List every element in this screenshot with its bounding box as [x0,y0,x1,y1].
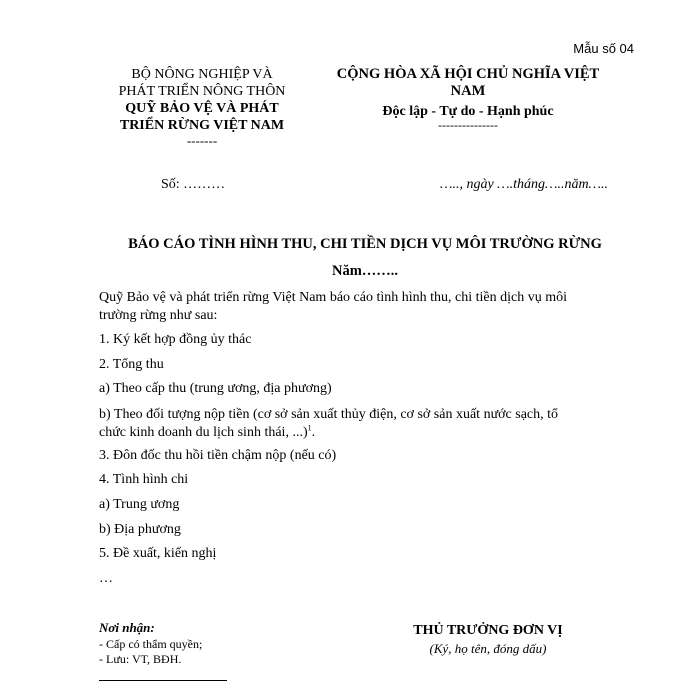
recipients-block [99,620,202,667]
intro-line-2: trường rừng như sau: [99,308,218,323]
item-2b-text: chức kinh doanh du lịch sinh thái, ...) [99,425,308,440]
signer-note: (Ký, họ tên, đóng dấu) [429,641,547,656]
item-4a: a) Trung ương [99,497,180,512]
fund-line-2: TRIỂN RỪNG VIỆT NAM [119,118,285,133]
item-2: 2. Tổng thu [99,357,164,372]
recipient-line-2: - Lưu: VT, BĐH. [99,652,182,666]
motto-divider: --------------- [438,118,498,132]
item-4: 4. Tình hình chi [99,472,189,487]
issuing-agency-block [97,66,307,149]
body-ellipsis: … [99,571,113,586]
item-3: 3. Đôn đốc thu hồi tiền chậm nộp (nếu có) [99,448,337,463]
ministry-line-1: BỘ NÔNG NGHIỆP VÀ [131,67,273,82]
recipient-line-1: - Cấp có thẩm quyền; [99,637,203,651]
item-2b-line-1: b) Theo đối tượng nộp tiền (cơ sở sản xuất thủy điện, cơ sở sản xuất nước sạch, tổ [99,407,559,422]
agency-divider: ------- [186,133,218,148]
signer-title: THỦ TRƯỞNG ĐƠN VỊ [413,623,563,638]
republic-line-1: CỘNG HÒA XÃ HỘI CHỦ NGHĨA VIỆT [336,66,600,82]
form-number: Mẫu số 04 [573,41,634,56]
fund-line-1: QUỸ BẢO VỆ VÀ PHÁT [125,101,279,116]
recipients-title: Nơi nhận: [99,620,155,635]
national-header-block [318,66,618,130]
item-1: 1. Ký kết hợp đồng ủy thác [99,332,252,347]
republic-line-2: NAM [450,83,486,99]
document-number: Số: ……… [161,177,226,192]
report-year: Năm…….. [331,263,399,279]
ministry-line-2: PHÁT TRIỂN NÔNG THÔN [118,84,286,99]
footnote-marker: 1 [307,423,312,433]
signature-block [388,622,588,658]
document-title: BÁO CÁO TÌNH HÌNH THU, CHI TIỀN DỊCH VỤ MÔI TRƯỜNG RỪNG [128,236,602,252]
item-2b-end: . [311,425,316,440]
national-motto: Độc lập - Tự do - Hạnh phúc [382,104,554,119]
item-4b: b) Địa phương [99,522,181,537]
item-2a: a) Theo cấp thu (trung ương, địa phương) [99,381,332,396]
footnote-separator [99,680,227,681]
item-2b-line-2 [99,424,619,442]
document-date: ….., ngày ….tháng…..năm….. [440,177,609,192]
intro-line-1: Quỹ Bảo vệ và phát triển rừng Việt Nam báo cáo tình hình thu, chi tiền dịch vụ môi [99,290,568,305]
item-5: 5. Đề xuất, kiến nghị [99,546,217,561]
